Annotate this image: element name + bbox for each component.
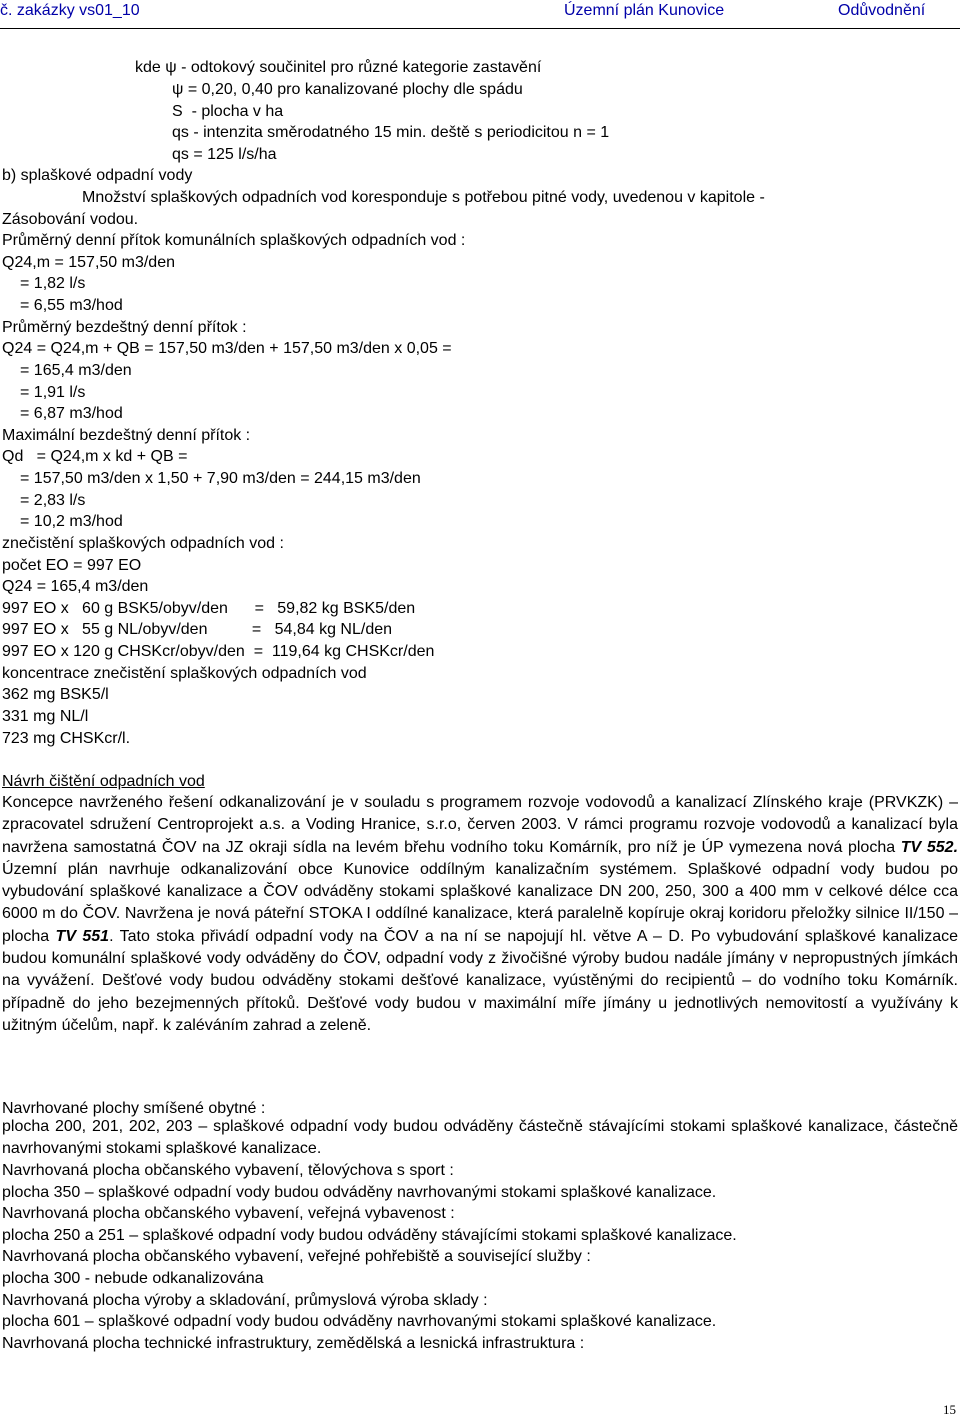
- calc-line: Průměrný bezdeštný denní přítok :: [2, 319, 247, 336]
- header-section: Odůvodnění: [838, 2, 926, 19]
- header-document-title: Územní plán Kunovice: [564, 2, 725, 19]
- calc-line: = 157,50 m3/den x 1,50 + 7,90 m3/den = 244,15 m3/den: [20, 470, 421, 487]
- area-line: plocha 601 – splaškové odpadní vody budou odváděny navrhovanými stokami splaškové kanalizace.: [2, 1313, 717, 1330]
- calc-line: Q24 = 165,4 m3/den: [2, 578, 149, 595]
- header-divider: [0, 28, 960, 29]
- calc-line: S - plocha v ha: [172, 103, 284, 120]
- calc-line: qs = 125 l/s/ha: [172, 146, 277, 163]
- calc-line: Průměrný denní přítok komunálních splaškových odpadních vod :: [2, 232, 466, 249]
- area-line: Navrhovaná plocha technické infrastruktury, zemědělská a lesnická infrastruktura :: [2, 1335, 585, 1352]
- calc-line: koncentrace znečistění splaškových odpadních vod: [2, 665, 367, 682]
- calc-line: ψ = 0,20, 0,40 pro kanalizované plochy dle spádu: [172, 81, 523, 98]
- plot-reference: TV 552.: [900, 838, 959, 856]
- calc-line: = 165,4 m3/den: [20, 362, 132, 379]
- calc-line: znečistění splaškových odpadních vod :: [2, 535, 284, 552]
- page-number: 15: [943, 1402, 956, 1417]
- calc-line: = 6,55 m3/hod: [20, 297, 123, 314]
- area-line: Navrhovaná plocha občanského vybavení, tělovýchova s sport :: [2, 1162, 454, 1179]
- calc-line: = 1,91 l/s: [20, 384, 86, 401]
- calc-line: 997 EO x 120 g CHSKcr/obyv/den = 119,64 kg CHSKcr/den: [2, 643, 435, 660]
- area-line: plocha 350 – splaškové odpadní vody budou odváděny navrhovanými stokami splaškové kanalizace.: [2, 1184, 717, 1201]
- concept-paragraph: [2, 792, 958, 1037]
- area-line: plocha 250 a 251 – splaškové odpadní vody budou odváděny stávajícími stokami splaškové kanalizace.: [2, 1227, 737, 1244]
- area-line: Navrhovaná plocha výroby a skladování, průmyslová výroba sklady :: [2, 1292, 488, 1309]
- areas-heading: Navrhované plochy smíšené obytné :: [2, 1100, 266, 1117]
- calc-line: 997 EO x 60 g BSK5/obyv/den = 59,82 kg BSK5/den: [2, 600, 416, 617]
- area-line: plocha 300 - nebude odkanalizována: [2, 1270, 264, 1287]
- calc-line: kde ψ - odtokový součinitel pro různé kategorie zastavění: [135, 59, 542, 76]
- paragraph-text: Územní plán navrhuje odkanalizování obce Kunovice oddílným kanalizačním systémem. Splaškové odpadní vody budou po vybudování splaškové kanalizace a ČOV odváděny stokami splaškové kanalizace DN 200, 250, 300 a 400 mm v celkové délce cca 6000 m do ČOV. Navržena je nová páteřní STOKA I oddílné kanalizace, která paralelně kopíruje okraj koridoru přeložky silnice II/150 – plocha: [2, 860, 958, 945]
- calc-line: qs - intenzita směrodatného 15 min. deště s periodicitou n = 1: [172, 124, 610, 141]
- calc-line: Zásobování vodou.: [2, 211, 139, 228]
- calc-line: = 2,83 l/s: [20, 492, 86, 509]
- calc-line: = 6,87 m3/hod: [20, 405, 123, 422]
- page-header: [0, 0, 960, 30]
- section-title: Návrh čištění odpadních vod: [2, 773, 205, 790]
- calc-line: = 10,2 m3/hod: [20, 513, 123, 530]
- calc-line: Množství splaškových odpadních vod koresponduje s potřebou pitné vody, uvedenou v kapitole -: [82, 189, 765, 206]
- calc-line: 362 mg BSK5/l: [2, 686, 109, 703]
- calc-line: 997 EO x 55 g NL/obyv/den = 54,84 kg NL/den: [2, 621, 393, 638]
- calc-line: Q24 = Q24,m + QB = 157,50 m3/den + 157,50 m3/den x 0,05 =: [2, 340, 452, 357]
- area-line: Navrhovaná plocha občanského vybavení, veřejné pohřebiště a související služby :: [2, 1248, 591, 1265]
- calc-line: Q24,m = 157,50 m3/den: [2, 254, 175, 271]
- header-contract-number: č. zakázky vs01_10: [0, 2, 140, 19]
- calc-line: Maximální bezdeštný denní přítok :: [2, 427, 251, 444]
- calc-line: 331 mg NL/l: [2, 708, 89, 725]
- calc-line: Qd = Q24,m x kd + QB =: [2, 448, 188, 465]
- plot-reference: TV 551: [55, 927, 110, 945]
- calc-line: = 1,82 l/s: [20, 275, 86, 292]
- calc-line: b) splaškové odpadní vody: [2, 167, 193, 184]
- paragraph-text: . Tato stoka přivádí odpadní vody na ČOV a na ní se napojují hl. větve A – D. Po vybudování splaškové kanalizace budou komunální splaškové vody odváděny do ČOV, odpadní vody z živočišné výroby budou nadále jímány v nepropustných jímkách na vyvážení. Dešťové vody budou odváděny stokami dešťové kanalizace, vyústěnými do recipientů – do vodního toku Komárník. případně do jeho bezejmenných přítoků. Dešťové vody budou v maximální míře jímány u jednotlivých nemovitostí a využívány k užitným účelům, např. k zaléváním zahrad a zeleně.: [2, 927, 959, 1034]
- area-line: Navrhovaná plocha občanského vybavení, veřejná vybavenost :: [2, 1205, 455, 1222]
- paragraph-text: Koncepce navrženého řešení odkanalizování je v souladu s programem rozvoje vodovodů a kanalizací Zlínského kraje (PRVKZK) – zpracovatel sdružení Centroprojekt a.s. a Voding Hranice, s.r.o, červen 2003. V rámci programu rozvoje vodovodů a kanalizací byla navržena samostatná ČOV na JZ okraji sídla na levém břehu vodního toku Komárník, pro níž je ÚP vymezena nová plocha: [2, 794, 958, 856]
- areas-paragraph: plocha 200, 201, 202, 203 – splaškové odpadní vody budou odváděny částečně stávajícími stokami splaškové kanalizace, částečně navrhovanými stokami splaškové kanalizace.: [2, 1118, 958, 1157]
- calc-line: počet EO = 997 EO: [2, 557, 142, 574]
- calc-line: 723 mg CHSKcr/l.: [2, 730, 131, 747]
